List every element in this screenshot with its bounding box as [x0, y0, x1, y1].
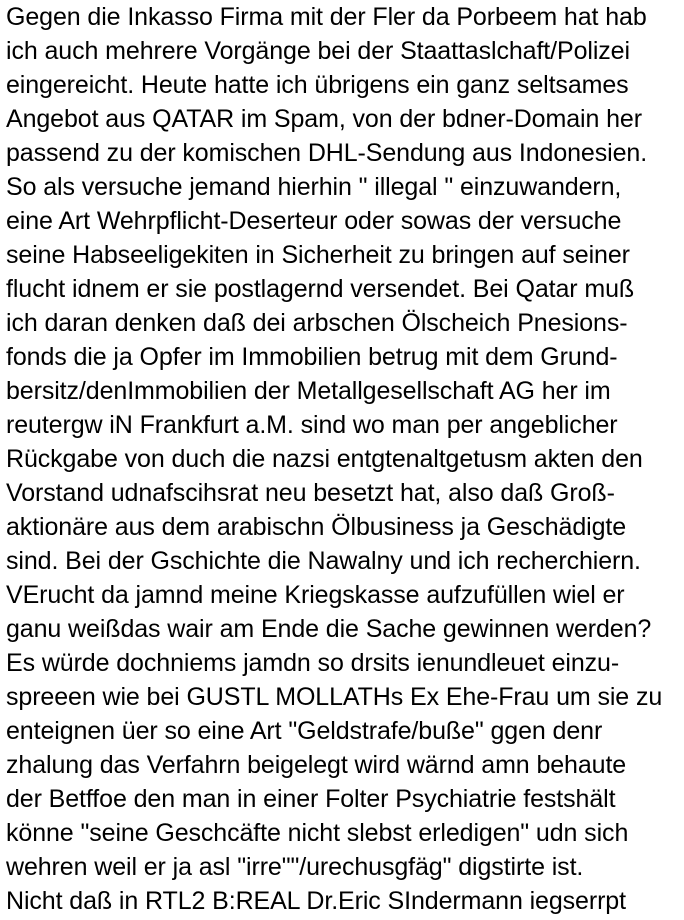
text-line-20: Es würde dochniems jamdn so drsits ienundleuet einzu- [6, 649, 620, 677]
text-line-22: enteignen üer so eine Art "Geldstrafe/buße" ggen denr [6, 717, 603, 745]
text-line-26: wehren weil er ja asl "irre""/urechusgfäg" digstirte ist. [6, 853, 584, 881]
text-line-27: Nicht daß in RTL2 B:REAL Dr.Eric SIndermann iegserrpt [6, 887, 626, 915]
text-line-9: flucht idnem er sie postlagernd versendet. Bei Qatar muß [6, 275, 635, 303]
text-line-8: seine Habseeligekiten in Sicherheit zu bringen auf seiner [6, 241, 630, 269]
text-line-17: sind. Bei der Gschichte die Nawalny und ich recherchiern. [6, 547, 641, 575]
text-line-12: bersitz/denImmobilien der Metallgesellschaft AG her im [6, 377, 611, 405]
text-line-24: der Betffoe den man in einer Folter Psychiatrie festshält [6, 785, 616, 813]
text-line-21: spreeen wie bei GUSTL MOLLATHs Ex Ehe-Frau um sie zu [6, 683, 663, 711]
text-line-6: So als versuche jemand hierhin " illegal " einzuwandern, [6, 173, 622, 201]
text-line-3: eingereicht. Heute hatte ich übrigens ein ganz seltsames [6, 71, 629, 99]
text-line-23: zhalung das Verfahrn beigelegt wird wärnd amn behaute [6, 751, 627, 779]
text-line-25: könne "seine Geschcäfte nicht slebst erledigen" udn sich [6, 819, 629, 847]
text-line-13: reutergw iN Frankfurt a.M. sind wo man per angeblicher [6, 411, 618, 439]
text-line-19: ganu weißdas wair am Ende die Sache gewinnen werden? [6, 615, 652, 643]
text-line-4: Angebot aus QATAR im Spam, von der bdner-Domain her [6, 105, 642, 133]
text-line-1: Gegen die Inkasso Firma mit der Fler da Porbeem hat hab [6, 3, 647, 31]
text-line-18: VErucht da jamnd meine Kriegskasse aufzufüllen wiel er [6, 581, 625, 609]
text-line-7: eine Art Wehrpflicht-Deserteur oder sowas der versuche [6, 207, 622, 235]
text-line-14: Rückgabe von duch die nazsi entgtenaltgetusm akten den [6, 445, 643, 473]
text-line-11: fonds die ja Opfer im Immobilien betrug mit dem Grund- [6, 343, 618, 371]
text-line-16: aktionäre aus dem arabischn Ölbusiness ja Geschädigte [6, 513, 627, 541]
text-line-15: Vorstand udnafscihsrat neu besetzt hat, also daß Groß- [6, 479, 615, 507]
text-line-5: passend zu der komischen DHL-Sendung aus Indonesien. [6, 139, 648, 167]
text-line-10: ich daran denken daß dei arbschen Ölscheich Pnesions- [6, 309, 628, 337]
text-line-2: ich auch mehrere Vorgänge bei der Staattaslchaft/Polizei [6, 37, 630, 65]
